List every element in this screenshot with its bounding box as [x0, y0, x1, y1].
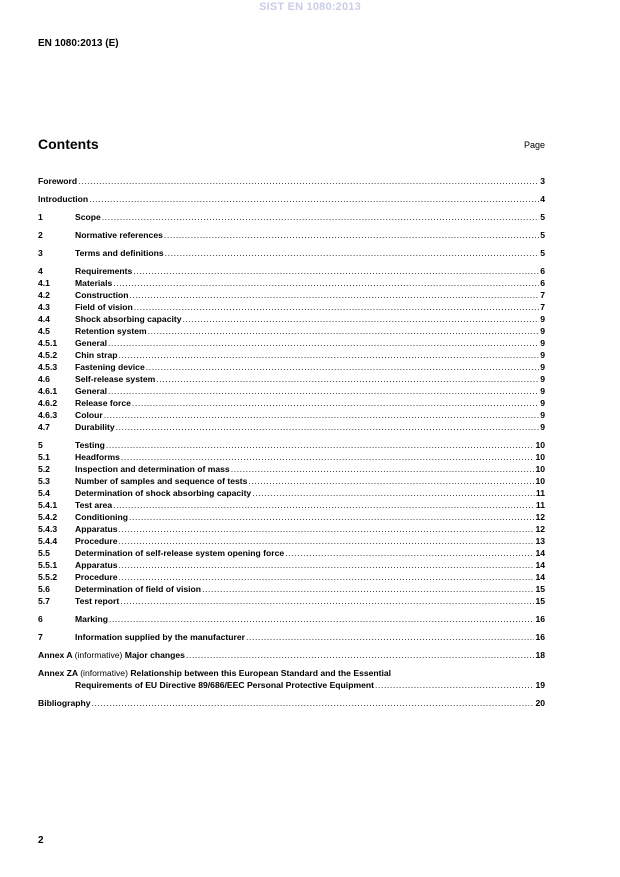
- toc-leader: [231, 463, 535, 475]
- toc-entry-page: 9: [540, 314, 545, 324]
- toc-entry-page: 6: [540, 278, 545, 288]
- toc-entry-number: 5.4.2: [38, 512, 58, 522]
- toc-leader: [164, 229, 539, 241]
- toc-entry-page: 10: [535, 452, 545, 462]
- toc-entry-page: 3: [540, 176, 545, 186]
- toc-leader: [375, 679, 534, 691]
- toc-entry[interactable]: [38, 385, 545, 397]
- toc-entry-page: 5: [540, 212, 545, 222]
- toc-entry-title: Construction: [75, 290, 129, 300]
- toc-entry[interactable]: [38, 511, 545, 523]
- toc-leader: [78, 175, 539, 187]
- toc-entry-page: 14: [535, 548, 545, 558]
- toc-leader: [146, 361, 539, 373]
- toc-entry-page: 5: [540, 230, 545, 240]
- toc-entry[interactable]: [38, 337, 545, 349]
- toc-entry-page: 16: [535, 614, 545, 624]
- toc-entry[interactable]: [38, 631, 545, 643]
- toc-leader: [106, 439, 535, 451]
- toc-entry-title: Test area: [75, 500, 113, 510]
- toc-leader: [108, 385, 539, 397]
- toc-entry[interactable]: [38, 211, 545, 223]
- document-id: EN 1080:2013 (E): [38, 38, 119, 49]
- page-title: Contents: [38, 136, 99, 152]
- toc-entry-number: 5.4.1: [38, 500, 58, 510]
- toc-entry[interactable]: [38, 277, 545, 289]
- toc-entry[interactable]: [38, 547, 545, 559]
- toc-entry-title: Annex ZA (informative) Relationship between this European Standard and the Essential: [38, 668, 392, 678]
- toc-entry-number: 5: [38, 440, 43, 450]
- toc-entry[interactable]: [38, 247, 545, 259]
- toc-leader: [133, 265, 539, 277]
- toc-entry[interactable]: [38, 397, 545, 409]
- toc-leader: [113, 277, 539, 289]
- toc-entry-title: Shock absorbing capacity: [75, 314, 182, 324]
- table-of-contents: [38, 175, 545, 709]
- toc-entry-page: 7: [540, 290, 545, 300]
- toc-entry[interactable]: [38, 289, 545, 301]
- toc-entry-number: 3: [38, 248, 43, 258]
- toc-entry-title: Foreword: [38, 176, 78, 186]
- toc-entry[interactable]: [38, 523, 545, 535]
- toc-entry-title: Testing: [75, 440, 105, 450]
- toc-entry-title: Headforms: [75, 452, 120, 462]
- toc-entry-number: 5.1: [38, 452, 50, 462]
- toc-entry-number: 4.6.1: [38, 386, 58, 396]
- toc-leader: [156, 373, 539, 385]
- toc-leader: [120, 595, 534, 607]
- toc-leader: [252, 487, 535, 499]
- toc-entry-page: 14: [535, 560, 545, 570]
- toc-entry-title: Apparatus: [75, 524, 118, 534]
- toc-entry-number: 4.5.1: [38, 338, 58, 348]
- toc-entry-annex-a[interactable]: [38, 649, 545, 661]
- toc-entry[interactable]: [38, 193, 545, 205]
- toc-entry-page: 9: [540, 338, 545, 348]
- toc-entry-title: Chin strap: [75, 350, 118, 360]
- toc-entry-title: Determination of shock absorbing capacity: [75, 488, 252, 498]
- toc-entry-title: Information supplied by the manufacturer: [75, 632, 245, 642]
- toc-entry-number: 4.7: [38, 422, 50, 432]
- toc-entry-page: 6: [540, 266, 545, 276]
- toc-entry-number: 4: [38, 266, 43, 276]
- toc-entry-title: Normative references: [75, 230, 163, 240]
- toc-entry[interactable]: [38, 349, 545, 361]
- toc-entry-title: Colour: [75, 410, 103, 420]
- toc-leader: [183, 313, 540, 325]
- toc-entry-page: 15: [535, 596, 545, 606]
- toc-entry-title: Durability: [75, 422, 115, 432]
- toc-entry[interactable]: [38, 229, 545, 241]
- toc-entry-annex-za[interactable]: [38, 667, 545, 691]
- toc-entry-page: 11: [535, 500, 545, 510]
- toc-entry-title: Release force: [75, 398, 131, 408]
- toc-entry-page: 9: [540, 374, 545, 384]
- toc-leader: [92, 697, 535, 709]
- toc-entry-number: 5.5: [38, 548, 50, 558]
- toc-entry-number: 4.6: [38, 374, 50, 384]
- toc-entry-title: Materials: [75, 278, 113, 288]
- toc-leader: [109, 613, 534, 625]
- toc-entry-number: 5.5.1: [38, 560, 58, 570]
- toc-entry[interactable]: [38, 265, 545, 277]
- toc-entry[interactable]: [38, 451, 545, 463]
- toc-entry-title: Procedure: [75, 536, 118, 546]
- toc-entry-title: Conditioning: [75, 512, 128, 522]
- toc-entry-number: 4.4: [38, 314, 50, 324]
- toc-entry-page: 9: [540, 350, 545, 360]
- toc-entry-page: 19: [535, 680, 545, 690]
- toc-entry-number: 4.1: [38, 278, 50, 288]
- toc-entry[interactable]: [38, 361, 545, 373]
- toc-entry-number: 4.6.2: [38, 398, 58, 408]
- toc-leader: [119, 559, 535, 571]
- toc-leader: [129, 289, 539, 301]
- toc-entry-page: 20: [535, 698, 545, 708]
- page-number: 2: [38, 835, 44, 846]
- toc-entry-number: 1: [38, 212, 43, 222]
- toc-entry-title: Determination of field of vision: [75, 584, 202, 594]
- toc-entry[interactable]: [38, 571, 545, 583]
- toc-entry-number: 4.6.3: [38, 410, 58, 420]
- toc-entry-number: 5.4.4: [38, 536, 58, 546]
- toc-entry-number: 5.6: [38, 584, 50, 594]
- toc-entry-number: 4.5: [38, 326, 50, 336]
- toc-leader: [134, 301, 539, 313]
- toc-entry-number: 4.5.3: [38, 362, 58, 372]
- toc-entry-page: 9: [540, 410, 545, 420]
- toc-entry-page: 5: [540, 248, 545, 258]
- toc-entry-page: 11: [535, 488, 545, 498]
- toc-leader: [104, 409, 540, 421]
- toc-entry-title: Scope: [75, 212, 101, 222]
- toc-entry-number: 5.3: [38, 476, 50, 486]
- toc-entry-page: 9: [540, 326, 545, 336]
- toc-entry-title: Determination of self-release system opening force: [75, 548, 285, 558]
- toc-entry-page: 16: [535, 632, 545, 642]
- toc-leader: [119, 571, 535, 583]
- toc-entry-page: 9: [540, 422, 545, 432]
- toc-entry-page: 9: [540, 362, 545, 372]
- toc-entry-title: Test report: [75, 596, 120, 606]
- toc-entry-page: 15: [535, 584, 545, 594]
- toc-entry-title: Terms and definitions: [75, 248, 164, 258]
- toc-entry-page: 14: [535, 572, 545, 582]
- toc-entry-title: Annex A (informative) Major changes: [38, 650, 185, 660]
- toc-entry-bibliography[interactable]: [38, 697, 545, 709]
- toc-entry[interactable]: [38, 583, 545, 595]
- toc-entry-page: 12: [535, 524, 545, 534]
- toc-entry-title: Inspection and determination of mass: [75, 464, 230, 474]
- toc-entry[interactable]: [38, 535, 545, 547]
- toc-entry[interactable]: [38, 301, 545, 313]
- toc-entry[interactable]: [38, 175, 545, 187]
- toc-leader: [129, 511, 534, 523]
- toc-entry[interactable]: [38, 475, 545, 487]
- toc-entry[interactable]: [38, 421, 545, 433]
- toc-entry-page: 9: [540, 386, 545, 396]
- toc-leader: [186, 649, 534, 661]
- toc-entry[interactable]: [38, 499, 545, 511]
- toc-entry-number: 2: [38, 230, 43, 240]
- toc-leader: [116, 421, 540, 433]
- toc-entry-number: 5.4.3: [38, 524, 58, 534]
- toc-entry[interactable]: [38, 373, 545, 385]
- toc-entry-number: 5.4: [38, 488, 50, 498]
- toc-entry-title: Requirements: [75, 266, 133, 276]
- toc-entry-number: 6: [38, 614, 43, 624]
- toc-leader: [102, 211, 539, 223]
- toc-entry-page: 12: [535, 512, 545, 522]
- toc-leader: [246, 631, 534, 643]
- toc-leader: [119, 523, 535, 535]
- toc-entry-title: Marking: [75, 614, 108, 624]
- toc-entry-title: Retention system: [75, 326, 147, 336]
- toc-leader: [89, 193, 539, 205]
- toc-leader: [113, 499, 535, 511]
- toc-leader: [285, 547, 534, 559]
- toc-leader: [248, 475, 534, 487]
- toc-entry[interactable]: [38, 439, 545, 451]
- toc-entry-page: 18: [535, 650, 545, 660]
- toc-entry-title-continued: Requirements of EU Directive 89/686/EEC Personal Protective Equipment: [75, 680, 374, 690]
- toc-entry-number: 5.5.2: [38, 572, 58, 582]
- toc-entry-number: 5.7: [38, 596, 50, 606]
- toc-entry-number: 7: [38, 632, 43, 642]
- toc-entry[interactable]: [38, 559, 545, 571]
- toc-entry-number: 4.5.2: [38, 350, 58, 360]
- toc-leader: [148, 325, 540, 337]
- toc-leader: [132, 397, 539, 409]
- toc-entry[interactable]: [38, 325, 545, 337]
- toc-entry-page: 10: [535, 440, 545, 450]
- toc-entry-page: 10: [535, 464, 545, 474]
- toc-entry-title: Fastening device: [75, 362, 145, 372]
- toc-entry-page: 10: [535, 476, 545, 486]
- toc-leader: [119, 535, 535, 547]
- toc-entry-title: Field of vision: [75, 302, 133, 312]
- page-column-label: Page: [523, 140, 545, 150]
- toc-entry-page: 9: [540, 398, 545, 408]
- toc-leader: [202, 583, 534, 595]
- toc-entry[interactable]: [38, 595, 545, 607]
- toc-entries: [38, 175, 545, 643]
- toc-entry[interactable]: [38, 487, 545, 499]
- toc-entry-number: 5.2: [38, 464, 50, 474]
- toc-entry[interactable]: [38, 613, 545, 625]
- toc-entry-page: 7: [540, 302, 545, 312]
- toc-entry[interactable]: [38, 463, 545, 475]
- toc-leader: [108, 337, 539, 349]
- toc-entry-page: 13: [535, 536, 545, 546]
- toc-entry-title: Self-release system: [75, 374, 156, 384]
- toc-entry-title: Procedure: [75, 572, 118, 582]
- toc-leader: [121, 451, 535, 463]
- toc-entry-number: 4.2: [38, 290, 50, 300]
- toc-entry-number: 4.3: [38, 302, 50, 312]
- toc-entry-title: Introduction: [38, 194, 89, 204]
- toc-entry-title: Bibliography: [38, 698, 91, 708]
- watermark: SIST EN 1080:2013: [259, 1, 361, 13]
- toc-entry[interactable]: [38, 313, 545, 325]
- toc-leader: [165, 247, 540, 259]
- toc-entry-title: General: [75, 386, 108, 396]
- toc-entry-title: Number of samples and sequence of tests: [75, 476, 248, 486]
- toc-entry-page: 4: [540, 194, 545, 204]
- toc-entry-title: Apparatus: [75, 560, 118, 570]
- toc-entry-title: General: [75, 338, 108, 348]
- toc-leader: [119, 349, 540, 361]
- toc-entry[interactable]: [38, 409, 545, 421]
